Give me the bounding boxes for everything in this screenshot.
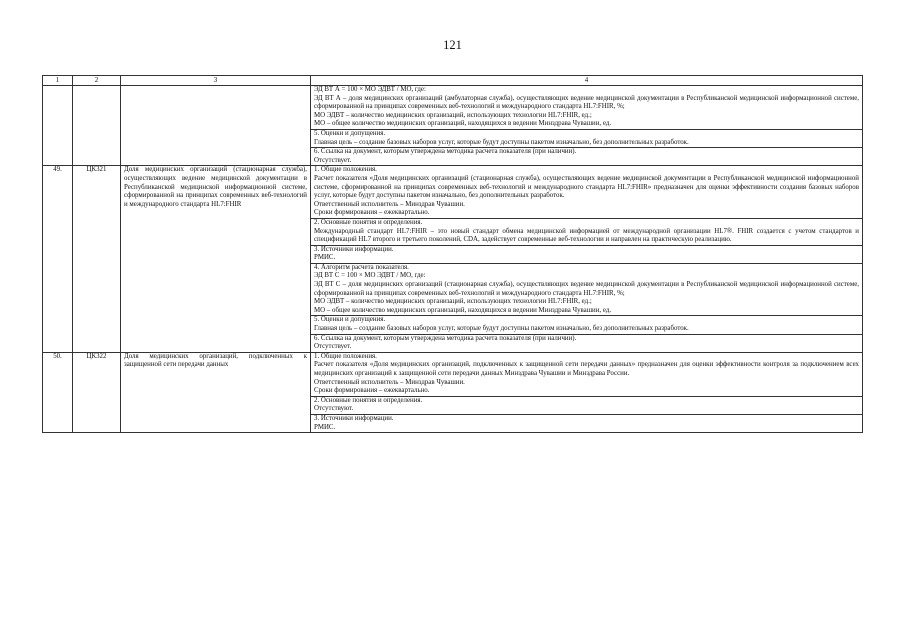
empty-number-cell	[43, 86, 73, 166]
method-section	[311, 129, 863, 147]
method-line: РМИС.	[314, 423, 336, 431]
method-line: Отсутствует.	[314, 343, 352, 351]
method-line: 6. Ссылка на документ, которым утверждена методика расчета показателя (при наличии).	[314, 148, 577, 156]
method-section	[311, 352, 863, 396]
method-line: Отсутствуют.	[314, 405, 354, 413]
indicator-code: ЦК321	[73, 166, 121, 352]
method-line: Главная цель – создание базовых наборов услуг, которые будут доступны пакетом изначально, без дополнительных разработок.	[314, 325, 689, 333]
method-line: Расчет показателя «Доля медицинских организаций (стационарная служба), осуществляющих ведение медицинской документации в Республиканской медицинской информационной системе, сформированной на принципах современных веб-технологий и международного стандарта HL7:FHIR» предназначен для оценки эффективности создания базовых наборов услуг, которые будут доступны пакетом изначально, без дополнительных разработок.	[314, 174, 859, 200]
row-number: 50.	[43, 352, 73, 432]
method-line: 6. Ссылка на документ, которым утверждена методика расчета показателя (при наличии).	[314, 334, 577, 342]
table-row	[43, 86, 863, 130]
column-number: 4	[311, 76, 863, 86]
method-line: 1. Общие положения.	[314, 352, 377, 360]
column-number: 2	[73, 76, 121, 86]
method-line: ЭД ВТ А – доля медицинских организаций (амбулаторная служба), осуществляющих ведение медицинской документации в Республиканской медицинской информационной системе, сформированной на принципах современных веб-технологий и международного стандарта HL7:FHIR, %;	[314, 94, 859, 111]
row-number: 49.	[43, 166, 73, 352]
method-line: 5. Оценки и допущения.	[314, 316, 386, 324]
method-section	[311, 316, 863, 334]
method-line: РМИС.	[314, 254, 336, 262]
method-line: МО – общее количество медицинских организаций, находящихся в ведении Минздрава Чувашии, ед.	[314, 306, 612, 314]
method-line: 4. Алгоритм расчета показателя.	[314, 263, 409, 271]
method-section	[311, 148, 863, 166]
indicator-name: Доля медицинских организаций, подключенных к защищенной сети передачи данных	[121, 352, 311, 432]
method-line: ЭД ВТ С – доля медицинских организаций (стационарная служба), осуществляющих ведение медицинской документации в Республиканской медицинской информационной системе, сформированной на принципах современных веб-технологий и международного стандарта HL7:FHIR, %;	[314, 281, 859, 297]
column-number: 3	[121, 76, 311, 86]
indicator-code: ЦК322	[73, 352, 121, 432]
method-section	[311, 218, 863, 245]
method-section	[311, 263, 863, 316]
page-number: 121	[443, 38, 462, 52]
method-line: 3. Источники информации.	[314, 414, 394, 422]
method-line: Главная цель – создание базовых наборов услуг, которые будут доступны пакетом изначально, без дополнительных разработок.	[314, 138, 689, 146]
indicator-name: Доля медицинских организаций (стационарная служба), осуществляющих ведение медицинской документации в Республиканской медицинской информационной системе, сформированной на принципах современных веб-технологий и международного стандарта HL7:FHIR	[121, 166, 311, 352]
method-line: МО ЭДВТ – количество медицинских организаций, использующих технологии HL7:FHIR, ед.;	[314, 298, 592, 306]
method-line: МО ЭДВТ – количество медицинских организаций, использующих технологии HL7:FHIR, ед.;	[314, 111, 592, 119]
table-row	[43, 166, 863, 219]
method-section	[311, 414, 863, 432]
table-row	[43, 352, 863, 396]
method-section	[311, 334, 863, 352]
method-section	[311, 245, 863, 263]
method-section	[311, 166, 863, 219]
method-line: Ответственный исполнитель – Минздрав Чувашии.	[314, 378, 465, 386]
method-line: ЭД ВТ С = 100 × МО ЭДВТ / МО, где:	[314, 272, 426, 280]
method-line: 2. Основные понятия и определения.	[314, 218, 423, 226]
method-line: 5. Оценки и допущения.	[314, 129, 386, 137]
method-section	[311, 86, 863, 130]
method-line: Сроки формирования – ежеквартально.	[314, 387, 430, 395]
empty-name-cell	[121, 86, 311, 166]
column-number: 1	[43, 76, 73, 86]
column-number-row	[43, 76, 863, 86]
method-line: Международный стандарт HL7:FHIR – это новый стандарт обмена медицинской информацией от международной организации HL7®. FHIR создается с учетом стандартов и спецификаций HL7 второго и третьего поколений, CDA, задействует современные веб-технологии и направлен на практическую реализацию.	[314, 227, 859, 244]
empty-code-cell	[73, 86, 121, 166]
method-section	[311, 396, 863, 414]
method-line: Ответственный исполнитель – Минздрав Чувашии.	[314, 200, 465, 208]
method-line: 3. Источники информации.	[314, 245, 394, 253]
method-line: ЭД ВТ А = 100 × МО ЭДВТ / МО, где:	[314, 86, 426, 93]
method-line: МО – общее количество медицинских организаций, находящихся в ведении Минздрава Чувашии, ед.	[314, 120, 612, 128]
indicator-table	[42, 75, 863, 433]
method-line: 1. Общие положения.	[314, 166, 377, 174]
method-line: Сроки формирования – ежеквартально.	[314, 209, 430, 217]
method-line: Расчет показателя «Доля медицинских организаций, подключенных к защищенной сети передачи данных» предназначен для оценки эффективности контроля за подключением всех медицинских организаций к защищенной сети передачи данных Минздрава Чувашии и Минздрава России.	[314, 361, 859, 377]
method-line: 2. Основные понятия и определения.	[314, 396, 423, 404]
method-line: Отсутствует.	[314, 156, 352, 164]
